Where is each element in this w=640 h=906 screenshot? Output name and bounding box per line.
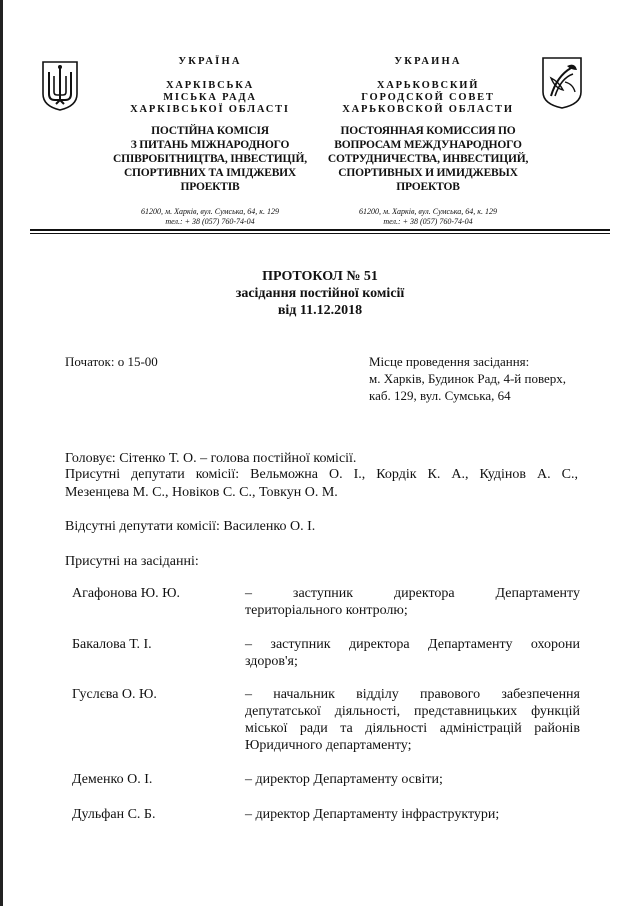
left-address: 61200, м. Харків, вул. Сумська, 64, к. 129 — [141, 207, 279, 216]
right-committee-line: СПОРТИВНЫХ И ИМИДЖЕВЫХ — [338, 167, 518, 179]
left-org — [100, 80, 320, 116]
place-line: каб. 129, вул. Сумська, 64 — [369, 388, 511, 403]
left-org-line: ХАРКІВСЬКА — [165, 80, 254, 91]
attendee-role-line: – директор Департаменту освіти; — [245, 772, 443, 787]
right-org — [318, 80, 538, 116]
attendee-name: Деменко О. І. — [72, 772, 153, 787]
left-committee-line: ПРОЕКТІВ — [180, 181, 240, 193]
right-committee-line: ПОСТОЯННАЯ КОМИССИЯ ПО — [340, 125, 516, 137]
present-deputies-line: Мезенцева М. С., Новіков С. С., Товкун О. М. — [65, 485, 338, 500]
attendee-role-line: – заступник директора Департаменту охорони — [245, 637, 580, 652]
header-divider-thick — [30, 229, 610, 231]
document-title — [0, 268, 640, 319]
kharkiv-city-coat-of-arms-icon — [541, 56, 583, 110]
attendee-role-line: здоров'я; — [245, 654, 298, 669]
left-address-block — [100, 207, 320, 227]
attendee-role — [245, 585, 580, 619]
attendee-role-line: – директор Департаменту інфраструктури; — [245, 807, 500, 822]
right-org-line: ХАРЬКОВСКИЙ — [376, 80, 480, 91]
attendee-role — [245, 636, 580, 670]
right-committee — [318, 124, 538, 194]
absent-deputies-line: Відсутні депутати комісії: Василенко О. І. — [65, 519, 316, 534]
protocol-number: ПРОТОКОЛ № 51 — [262, 269, 378, 284]
right-address: 61200, м. Харків, вул. Сумська, 64, к. 129 — [359, 207, 497, 216]
attendee-name: Агафонова Ю. Ю. — [72, 586, 181, 601]
right-address-block — [318, 207, 538, 227]
header-divider-thin — [30, 233, 610, 234]
left-phone: тел.: + 38 (057) 760-74-04 — [165, 217, 255, 226]
left-committee-line: З ПИТАНЬ МІЖНАРОДНОГО — [130, 139, 290, 151]
chair-line: Головує: Сітенко Т. О. – голова постійної комісії. — [65, 451, 357, 466]
right-org-line: ГОРОДСКОЙ СОВЕТ — [361, 92, 495, 103]
place-label: Місце проведення засідання: — [369, 354, 530, 369]
start-time: Початок: о 15-00 — [65, 354, 158, 369]
attendee-role — [245, 771, 580, 788]
right-committee-line: ВОПРОСАМ МЕЖДУНАРОДНОГО — [334, 139, 522, 151]
right-committee-line: СОТРУДНИЧЕСТВА, ИНВЕСТИЦИЙ, — [327, 153, 529, 165]
right-org-line: ХАРЬКОВСКОЙ ОБЛАСТИ — [342, 104, 514, 115]
attendee-role-line: депутатської діяльності, представницьких функцій — [245, 704, 580, 719]
protocol-subtitle: засідання постійної комісії — [235, 286, 405, 301]
attendee-role-line: – заступник директора Департаменту — [245, 586, 580, 601]
attendee-role — [245, 686, 580, 754]
attendee-role-line: міської ради та діяльності адміністрацій районів — [245, 721, 580, 736]
left-committee-line: ПОСТІЙНА КОМІСІЯ — [151, 125, 269, 137]
attendee-name: Дульфан С. Б. — [72, 807, 156, 822]
attendee-role-line: – начальник відділу правового забезпечення — [245, 687, 580, 702]
scan-edge — [0, 0, 3, 906]
protocol-date: від 11.12.2018 — [277, 303, 363, 318]
attendee-role-line: Юридичного департаменту; — [245, 738, 412, 753]
left-org-line: ХАРКІВСЬКОЇ ОБЛАСТІ — [130, 104, 290, 115]
left-committee-line: СПІВРОБІТНИЦТВА, ІНВЕСТИЦІЙ, — [113, 153, 307, 165]
present-deputies-line: Присутні депутати комісії: Вельможна О. І., Кордік К. А., Кудінов А. С., — [65, 467, 578, 482]
ukraine-trident-coat-of-arms-icon — [41, 60, 79, 112]
right-country: УКРАИНА — [394, 56, 462, 67]
attendee-role — [245, 806, 580, 823]
attendee-role-line: територіального контролю; — [245, 603, 408, 618]
left-country: УКРАЇНА — [178, 56, 242, 67]
left-committee-line: СПОРТИВНИХ ТА ІМІДЖЕВИХ — [123, 167, 297, 179]
place-line: м. Харків, Будинок Рад, 4-й поверх, — [369, 371, 567, 386]
left-org-line: МІСЬКА РАДА — [163, 92, 257, 103]
attendee-name: Бакалова Т. І. — [72, 637, 152, 652]
right-committee-line: ПРОЕКТОВ — [396, 181, 460, 193]
attendee-name: Гуслєва О. Ю. — [72, 687, 157, 702]
attendees-label: Присутні на засіданні: — [65, 554, 199, 569]
right-phone: тел.: + 38 (057) 760-74-04 — [383, 217, 473, 226]
meeting-place — [369, 353, 599, 404]
left-committee — [100, 124, 320, 194]
